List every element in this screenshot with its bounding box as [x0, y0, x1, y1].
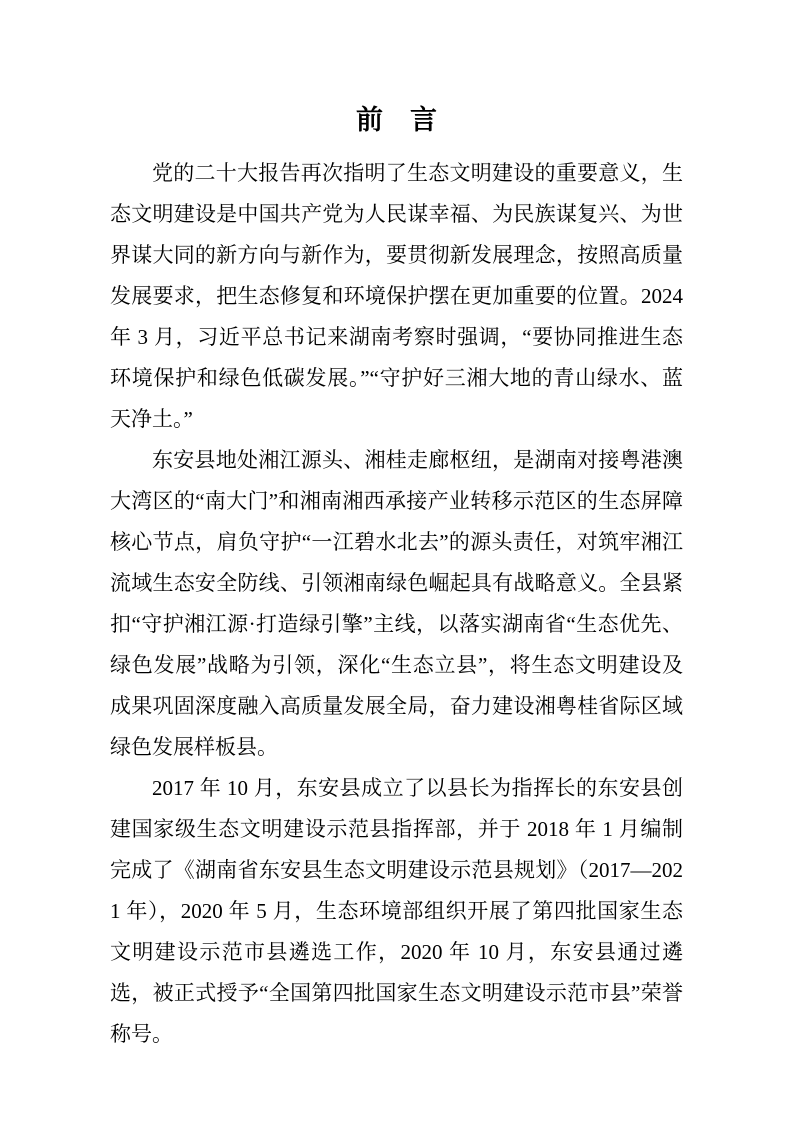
paragraph-1: 党的二十大报告再次指明了生态文明建设的重要意义，生态文明建设是中国共产党为人民谋幸福、为民族谋复兴、为世界谋大同的新方向与新作为，要贯彻新发展理念，按照高质量发展要求，把生态修复和环境保护摆在更加重要的位置。2024 年 3 月，习近平总书记来湖南考察时强调，“要协同推进生态环境保护和绿色低碳发展。”“守护好三湘大地的青山绿水、蓝天净土。”: [110, 161, 683, 431]
paragraph-3: 2017 年 10 月，东安县成立了以县长为指挥长的东安县创建国家级生态文明建设示范县指挥部，并于 2018 年 1 月编制完成了《湖南省东安县生态文明建设示范县规划》（2017—2021 年），2020 年 5 月，生态环境部组织开展了第四批国家生态文明建设示范市县遴选工作，2020 年 10 月，东安县通过遴选，被正式授予“全国第四批国家生态文明建设示范市县”荣誉称号。: [110, 776, 683, 1046]
page-title: 前 言: [356, 105, 437, 135]
paragraph-2: 东安县地处湘江源头、湘桂走廊枢纽，是湖南对接粤港澳大湾区的“南大门”和湘南湘西承接产业转移示范区的生态屏障核心节点，肩负守护“一江碧水北去”的源头责任，对筑牢湘江流域生态安全防线、引领湘南绿色崛起具有战略意义。全县紧扣“守护湘江源·打造绿引擎”主线，以落实湖南省“生态优先、绿色发展”战略为引领，深化“生态立县”，将生态文明建设及成果巩固深度融入高质量发展全局，奋力建设湘粤桂省际区域绿色发展样板县。: [110, 448, 683, 759]
document-body: [110, 153, 683, 1055]
